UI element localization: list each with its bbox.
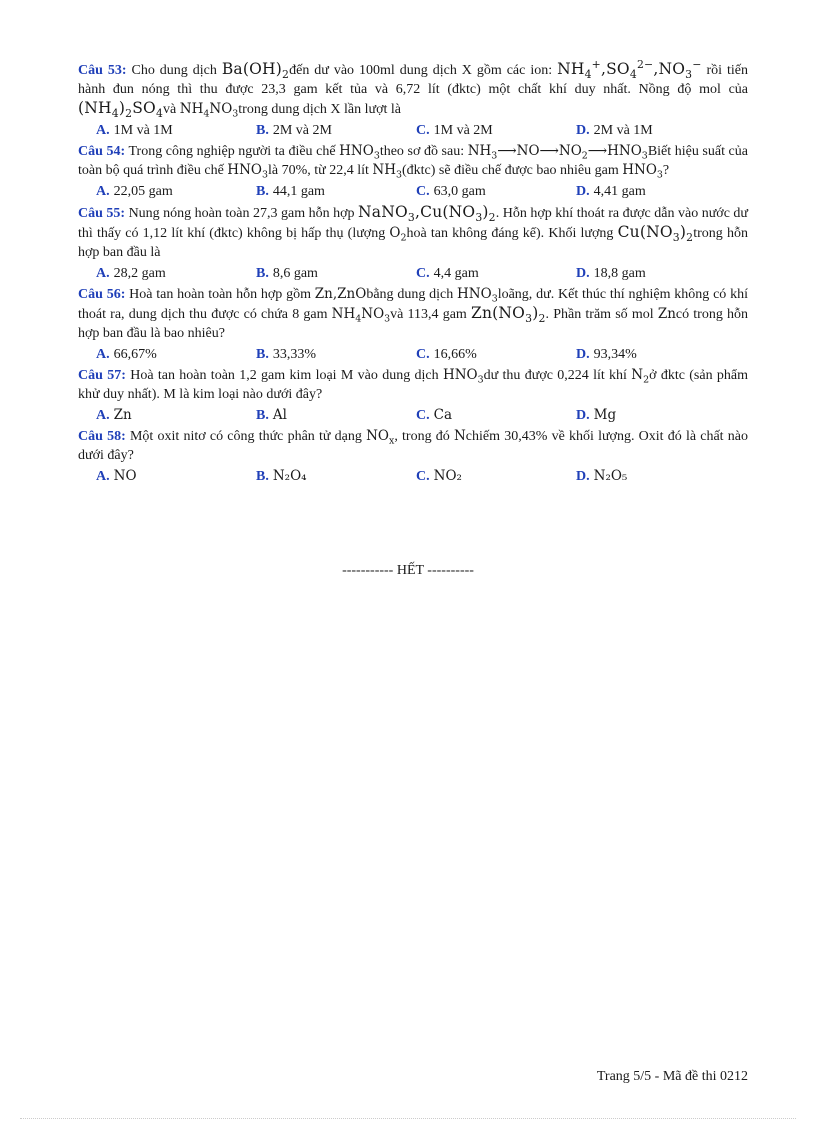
formula: $NO_x$ [366,428,395,447]
option-b: B. N₂O₄ [256,468,307,484]
formula: $(NH_4)_2SO_4$ [78,99,164,121]
formula: $HNO_3$ [227,162,268,181]
question-label: Câu 54: [78,144,126,159]
option-b: B. 33,33% [256,347,317,362]
formula: $Cu(NO_3)_2$ [617,223,694,245]
question-56: Câu 56: Hoà tan hoàn toàn hỗn hợp gồm Zn,ZnObằng dung dịch $HNO_3loãng$, dư. Kết thúc thí nghiệm không có khí thoát ra, dung dịch thu được có chứa 8 gam $NH_4NO_3và$ 113,4 gam $Zn(NO_3)_2$. Phần trăm số mol Zncó trong hỗn hợp ban đầu là bao nhiêu? [78,286,749,341]
formula: $NH_4NO_3$ [179,101,239,120]
option-b: B. 44,1 gam [256,184,325,199]
end-marker: ----------- HẾT ---------- [342,563,474,578]
options-55 [78,264,748,283]
option-d: D. 18,8 gam [576,266,646,281]
page-bottom-divider [20,1118,796,1119]
formula: $NaNO_3,Cu(NO_3)_2$ [358,203,496,225]
option-a: A. 1M và 1M [96,123,173,138]
formula: $HNO_3$ [442,367,484,386]
option-c: C. 63,0 gam [416,184,486,199]
formula: $HNO_3$ [339,143,380,162]
formula: $Zn(NO_3)_2$ [471,304,546,326]
options-53 [78,121,748,140]
option-c: C. 1M và 2M [416,123,493,138]
option-a: A. NO [96,468,137,484]
option-d: D. 4,41 gam [576,184,646,199]
formula: $N_2$ [631,367,650,386]
option-b: B. 8,6 gam [256,266,318,281]
question-label: Câu 58: [78,429,126,444]
formula: N [453,428,466,444]
formula: $HNO_3$ [457,286,498,305]
question-53: Câu 53: Cho dung dịch $Ba(OH)_2đến$ dư vào 100ml dung dịch X gồm các ion: $NH_4^+,SO_4^{2-},NO_3^-$ rồi tiến hành đun nóng thì thu được 23,3 gam kết tủa và 6,72 lít (đktc) một chất khí duy nhất. Nồng độ mol của $(NH_4)_2SO_4và$ $NH_4NO_3trong$ dung dịch X lần lượt là [78,57,749,121]
question-label: Câu 53: [78,63,127,78]
formula: $HNO_3$ [622,162,663,181]
option-c: C. Ca [416,407,453,423]
question-label: Câu 56: [78,287,126,302]
options-58 [78,467,748,486]
formula: $NH_3⟶NO⟶NO_2⟶HNO_3$ [467,143,648,162]
formula: $NH_3$ [372,162,402,181]
question-58: Câu 58: Một oxit nitơ có công thức phân tử dạng $NO_x$, trong đó Nchiếm 30,43% về khối lượng. Oxit đó là chất nào dưới đây? [78,428,748,463]
formula: $Ba(OH)_2$ [221,60,290,82]
formula: $O_2$ [389,225,407,244]
page-footer: Trang 5/5 - Mã đề thi 0212 [596,1069,748,1084]
question-label: Câu 57: [78,368,126,383]
option-a: A. 28,2 gam [96,266,166,281]
question-55: Câu 55: Nung nóng hoàn toàn 27,3 gam hỗn hợp $NaNO_3,Cu(NO_3)_2$. Hỗn hợp khí thoát ra được dẫn vào nước dư thì thấy có 1,12 lít khí (đktc) không bị hấp thụ (lượng $O_2hoà$ tan không đáng kể). Khối lượng $Cu(NO_3)_2trong$ hỗn hợp ban đầu là [78,203,749,260]
option-d: D. Mg [576,407,617,423]
formula: Zn [657,306,676,322]
formula: $NH_4NO_3$ [331,306,391,325]
formula: $NH_4^+,SO_4^{2-},NO_3^-$ [557,57,702,82]
option-a: A. 22,05 gam [96,184,173,199]
options-57 [78,406,748,425]
options-56 [78,345,748,364]
option-c: C. 4,4 gam [416,266,479,281]
question-label: Câu 55: [78,206,126,221]
question-54: Câu 54: Trong công nghiệp người ta điều chế $HNO_3theo$ sơ đồ sau: $NH_3⟶NO⟶NO_2⟶HNO_3Biết$ hiệu suất của toàn bộ quá trình điều chế $HNO_3là$ 70%, từ 22,4 lít $NH_3(đktc)$ sẽ điều chế được bao nhiêu gam $HNO_3$? [78,143,748,181]
formula: Zn,ZnO [314,286,367,302]
option-b: B. 2M và 2M [256,123,332,138]
options-54 [78,182,748,201]
option-a: A. Zn [96,407,132,423]
option-b: B. Al [256,407,287,423]
option-d: D. 93,34% [576,347,637,362]
option-a: A. 66,67% [96,347,157,362]
option-c: C. NO₂ [416,468,462,484]
option-d: D. N₂O₅ [576,468,628,484]
option-c: C. 16,66% [416,347,477,362]
question-57: Câu 57: Hoà tan hoàn toàn 1,2 gam kim loại M vào dung dịch $HNO_3dư$ thu được 0,224 lít khí $N_2ở$ đktc (sản phẩm khử duy nhất). M là kim loại nào dưới đây? [78,367,749,402]
option-d: D. 2M và 1M [576,123,653,138]
exam-page [78,57,749,488]
